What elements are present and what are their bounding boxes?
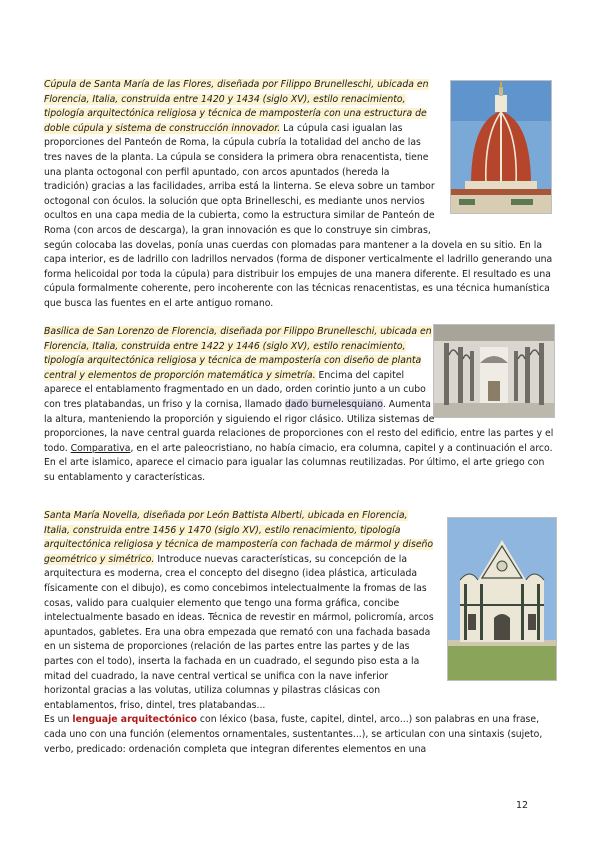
san-lorenzo-body-a: Encima del capitel aparece el entablamento fragmentado en un dado, orden corintio junto a un cubo con tres platabandas, un friso y la cornisa, llamado <box>44 369 426 410</box>
duomo-caption: Cúpula de Santa María de las Flores, diseñada por Filippo Brunelleschi, ubicada en Florencia, Italia, construida entre 1420 y 1434 (siglo XV), estilo renacimiento, tipología arquitectónica religiosa y técnica de mampostería con una estructura de doble cúpula y sistema de construcción innovador. <box>44 79 429 134</box>
section-smn-paragraph <box>44 509 556 713</box>
san-lorenzo-body-b: . Aumenta la altura, manteniendo la proporción y siguiendo el rigor clásico. Utiliza sistemas de proporciones, la nave central guarda relaciones de proporciones con el resto del edificio, entre las partes y el todo. <box>44 398 554 454</box>
section-smn-paragraph-2 <box>44 713 556 757</box>
section-duomo-paragraph <box>44 78 556 312</box>
lenguaje-term: lenguaje arquitectónico <box>72 714 197 726</box>
comparativa-underlined: Comparativa <box>70 442 131 454</box>
figure-wrap-spacer <box>436 325 556 420</box>
san-lorenzo-caption: Basílica de San Lorenzo de Florencia, diseñada por Filippo Brunelleschi, ubicada en Florencia, Italia, construida entre 1422 y 1446 (siglo XV), estilo renacimiento, tipología arquitectónica religiosa y técnica de mampostería con diseño de planta central y elementos de proporción matemática y simetría. <box>44 326 432 381</box>
smn-p2-b: con léxico (basa, fuste, capitel, dintel, arco...) son palabras en una frase, cada uno con una función (elementos ornamentales, sustentantes...), se articulan con una sintaxis (sujeto, verbo, predicado: ordenación completa que integran diferentes elementos en una <box>44 714 543 755</box>
smn-caption: Santa María Novella, diseñada por León Battista Alberti, ubicada en Florencia, Italia, construida entre 1456 y 1470 (siglo XV), estilo renacimiento, tipología arquitectónica religiosa y técnica de mampostería con fachada de mármol y diseño geométrico y simétrico. <box>44 510 434 565</box>
figure-wrap-spacer <box>436 509 556 688</box>
figure-wrap-spacer <box>436 78 556 230</box>
smn-body: Introduce nuevas características, su concepción de la arquitectura es moderna, crea el concepto del disegno (idea plástica, articulada físicamente con el dibujo), es como concebimos intelectualmente la fromas de las cosas, valido para cualquier elemento que tengo una forma gráfica, concibe intelectualmente basado en ideas. Técnica de revestir en mármol, policromía, arcos apuntados, gabletes. Era una obra empezada que remató con una fachada basada en un sistema de proporciones (relación de las partes entre las partes y de las partes con el todo), inserta la fachada en un cuadrado, el segundo piso esta a la mitad del cuadrado, la nave central vertical se unifica con la nave inferior horizontal gracias a las volutas, utiliza columnas y pilastras clásicas con entablamentos, friso, dintel, tres platabandas... <box>44 553 434 711</box>
section-duomo <box>44 78 556 312</box>
san-lorenzo-body-c: , en el arte paleocristiano, no había cimacio, era columna, capitel y a continuación el arco. En el arte islamico, aparece el cimacio para igualar las columnas reutilizadas. Por último, el arte griego con su entablamento y características. <box>44 442 553 483</box>
section-santa-maria-novella <box>44 509 556 757</box>
section-san-lorenzo <box>44 325 556 486</box>
dado-highlight: dado burnelesquiano <box>284 398 383 410</box>
section-san-lorenzo-paragraph <box>44 325 556 486</box>
smn-p2-a: Es un <box>44 714 73 726</box>
duomo-body: La cúpula casi igualan las proporciones del Panteón de Roma, la cúpula cubría la totalidad del ancho de las tres naves de la planta. La cúpula se considera la primera obra renacentista, tiene una planta octogonal con perfil apuntado, con arcos apuntados (hereda la tradición) gracias a las facilidades, arriba está la linterna. Se eleva sobre un tambor octogonal con óculos. la solución que opta Brinelleschi, es mediante unos nervios ocultos en una capa media de la cubierta, como la estructura similar de Panteón de Roma (con arcos de descarga), la gran innovación es que lo construye sin cimbras, según colocaba las dovelas, ponía unas cuerdas con plomadas para mantener a la dovela en su sitio. En la capa interior, es de ladrillo con ladrillos nervados (forma de disponer verticalmente el ladrillo generando una forma helicoidal por toda la cúpula) para distribuir los empujes de una manera diferente. El resultado es una cúpula formalmente coherente, pero incoherente con las técnicas renacentistas, es una técnica humanística que busca las fuentes en el arte antiguo romano. <box>44 122 553 309</box>
page-number: 12 <box>516 800 529 811</box>
